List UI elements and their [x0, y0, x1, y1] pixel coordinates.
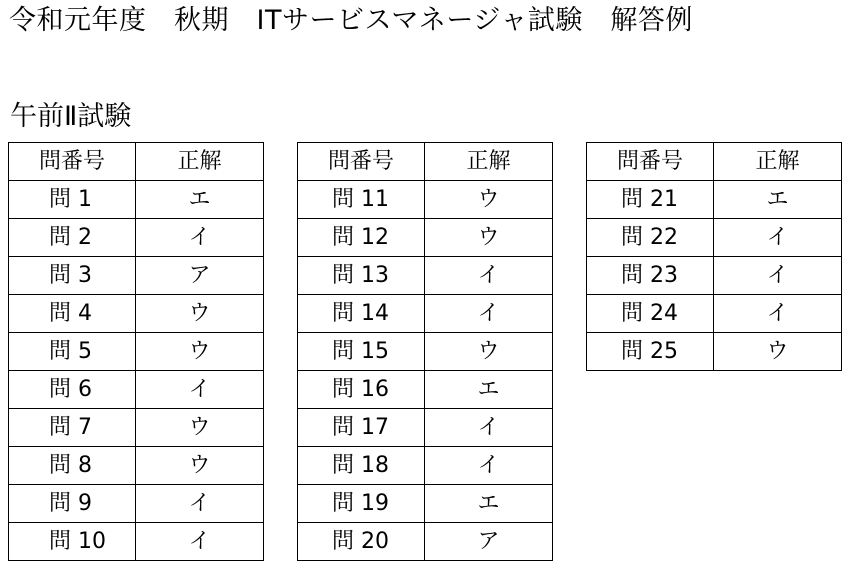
question-number: 問 9 — [49, 491, 92, 516]
question-number: 問 14 — [332, 301, 389, 326]
question-number: 問 1 — [49, 187, 92, 212]
answer-cell: イ — [714, 295, 842, 333]
table-row — [9, 219, 264, 257]
question-number: 問 3 — [49, 263, 92, 288]
answer-cell: エ — [136, 181, 264, 219]
answer-cell: ウ — [425, 181, 553, 219]
question-number-cell — [9, 409, 136, 447]
question-number: 問 21 — [621, 187, 678, 212]
answer-header: 正解 — [425, 143, 553, 181]
answer-cell: ウ — [136, 333, 264, 371]
table-row — [587, 257, 842, 295]
question-number: 問 2 — [49, 225, 92, 250]
table-row — [9, 447, 264, 485]
answer-cell: イ — [425, 295, 553, 333]
question-number: 問 6 — [49, 377, 92, 402]
table-row — [587, 181, 842, 219]
answer-cell: イ — [425, 409, 553, 447]
answer-table-2 — [297, 142, 553, 561]
table-row — [9, 333, 264, 371]
question-number: 問 16 — [332, 377, 389, 402]
question-number-cell — [9, 371, 136, 409]
answer-cell: イ — [136, 523, 264, 561]
question-number: 問 24 — [621, 301, 678, 326]
answer-cell: イ — [136, 371, 264, 409]
question-number-cell — [298, 371, 425, 409]
table-row — [298, 371, 553, 409]
table-row — [9, 485, 264, 523]
answer-cell: イ — [136, 485, 264, 523]
table-row — [298, 219, 553, 257]
question-number-cell — [298, 181, 425, 219]
table-row — [9, 295, 264, 333]
question-number: 問 11 — [332, 187, 389, 212]
question-number-cell — [9, 333, 136, 371]
question-number: 問 23 — [621, 263, 678, 288]
question-number-cell — [298, 295, 425, 333]
question-number-cell — [298, 257, 425, 295]
table-row — [298, 447, 553, 485]
answer-header: 正解 — [714, 143, 842, 181]
question-number: 問 17 — [332, 415, 389, 440]
question-number-cell — [587, 333, 714, 371]
table-row — [298, 485, 553, 523]
answer-cell: ウ — [136, 447, 264, 485]
question-number: 問 8 — [49, 453, 92, 478]
question-number-header: 問番号 — [298, 143, 425, 181]
question-number: 問 7 — [49, 415, 92, 440]
question-number-cell — [587, 257, 714, 295]
question-number-cell — [298, 409, 425, 447]
answer-cell: ウ — [425, 333, 553, 371]
table-row — [9, 371, 264, 409]
answer-cell: イ — [714, 257, 842, 295]
question-number-cell — [298, 447, 425, 485]
table-row — [298, 257, 553, 295]
answer-cell: イ — [425, 447, 553, 485]
answer-cell: エ — [714, 181, 842, 219]
question-number-cell — [9, 447, 136, 485]
question-number: 問 18 — [332, 453, 389, 478]
table-header-row — [587, 143, 842, 181]
table-row — [587, 333, 842, 371]
answer-cell: エ — [425, 485, 553, 523]
table-row — [298, 523, 553, 561]
question-number-cell — [587, 219, 714, 257]
answer-header: 正解 — [136, 143, 264, 181]
table-row — [298, 333, 553, 371]
question-number-cell — [9, 295, 136, 333]
table-header-row — [9, 143, 264, 181]
question-number-cell — [587, 181, 714, 219]
question-number-cell — [298, 523, 425, 561]
question-number: 問 25 — [621, 339, 678, 364]
question-number-cell — [9, 219, 136, 257]
section-title: 午前Ⅱ試験 — [10, 101, 132, 132]
question-number-cell — [9, 523, 136, 561]
answer-cell: イ — [714, 219, 842, 257]
answer-cell: ウ — [136, 409, 264, 447]
question-number-header: 問番号 — [587, 143, 714, 181]
question-number: 問 13 — [332, 263, 389, 288]
table-row — [9, 257, 264, 295]
question-number-cell — [298, 485, 425, 523]
question-number-cell — [298, 333, 425, 371]
question-number: 問 4 — [49, 301, 92, 326]
question-number-cell — [298, 219, 425, 257]
question-number-header: 問番号 — [9, 143, 136, 181]
answer-cell: イ — [425, 257, 553, 295]
table-row — [298, 181, 553, 219]
table-header-row — [298, 143, 553, 181]
table-row — [587, 219, 842, 257]
question-number-cell — [9, 181, 136, 219]
question-number-cell — [9, 257, 136, 295]
question-number: 問 12 — [332, 225, 389, 250]
question-number: 問 22 — [621, 225, 678, 250]
question-number: 問 5 — [49, 339, 92, 364]
table-row — [587, 295, 842, 333]
table-row — [9, 409, 264, 447]
question-number-cell — [9, 485, 136, 523]
answer-cell: ウ — [714, 333, 842, 371]
page-title: 令和元年度 秋期 ITサービスマネージャ試験 解答例 — [9, 5, 693, 36]
table-row — [9, 181, 264, 219]
table-row — [9, 523, 264, 561]
question-number: 問 19 — [332, 491, 389, 516]
answer-cell: ウ — [425, 219, 553, 257]
question-number: 問 20 — [332, 529, 389, 554]
answer-cell: ア — [136, 257, 264, 295]
answer-cell: エ — [425, 371, 553, 409]
question-number-cell — [587, 295, 714, 333]
question-number: 問 10 — [49, 529, 106, 554]
answer-cell: ア — [425, 523, 553, 561]
question-number: 問 15 — [332, 339, 389, 364]
table-row — [298, 295, 553, 333]
answer-table-3 — [586, 142, 842, 371]
answer-cell: イ — [136, 219, 264, 257]
table-row — [298, 409, 553, 447]
answer-cell: ウ — [136, 295, 264, 333]
answer-table-1 — [8, 142, 264, 561]
